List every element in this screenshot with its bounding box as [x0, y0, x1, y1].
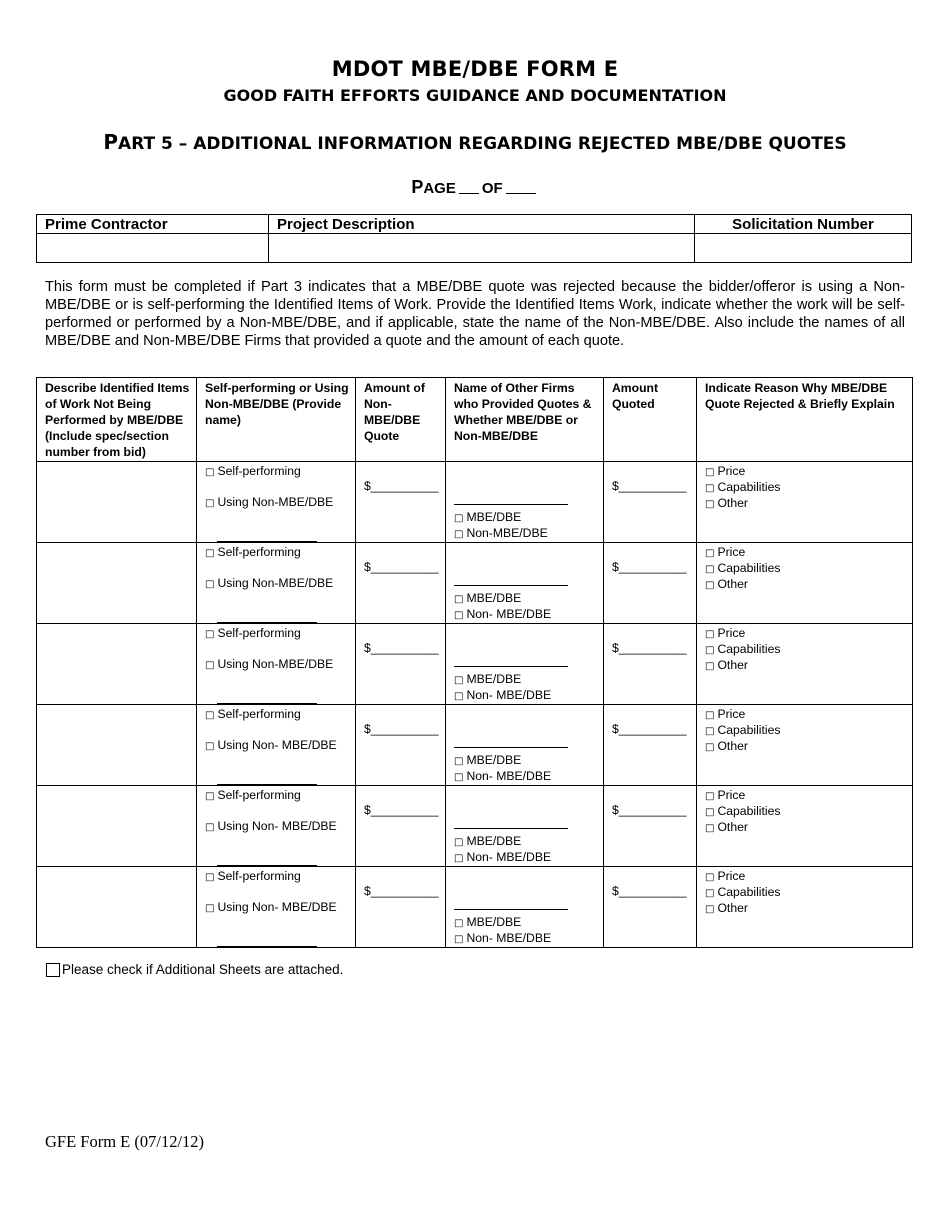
solicitation-number-field[interactable]	[695, 234, 912, 263]
solicitation-number-label: Solicitation Number	[695, 215, 912, 234]
self-performing-label: Self-performing	[217, 707, 301, 721]
amount-quoted-blank[interactable]: $__________	[612, 803, 687, 817]
other-firms-cell	[446, 624, 604, 705]
checkbox-icon[interactable]: □	[205, 872, 215, 883]
checkbox-icon[interactable]: □	[205, 498, 215, 509]
table-row	[37, 867, 913, 948]
table-row	[37, 543, 913, 624]
checkbox-icon[interactable]: □	[205, 710, 215, 721]
non-mbe-amount-cell[interactable]	[356, 543, 446, 624]
using-non-mbe-option[interactable]	[205, 738, 337, 752]
self-performing-option[interactable]	[205, 869, 301, 883]
additional-sheets-label: Please check if Additional Sheets are attached.	[62, 962, 344, 977]
self-performing-cell	[197, 543, 356, 624]
checkbox-icon[interactable]: □	[705, 661, 715, 672]
rejection-reason-cell	[697, 624, 913, 705]
checkbox-icon[interactable]: □	[454, 853, 464, 864]
reason-other-label: Other	[717, 496, 748, 510]
other-firms-cell	[446, 867, 604, 948]
checkbox-icon[interactable]: □	[705, 645, 715, 656]
checkbox-icon[interactable]: □	[705, 564, 715, 575]
reason-capabilities-label: Capabilities	[717, 804, 781, 818]
checkbox-icon[interactable]: □	[454, 594, 464, 605]
column-header-self-performing: Self-performing or Using Non-MBE/DBE (Provide name)	[197, 378, 356, 462]
page-number-line	[0, 177, 950, 198]
reason-capabilities-option[interactable]	[705, 642, 780, 656]
using-non-mbe-label: Using Non- MBE/DBE	[217, 900, 337, 914]
amount-quoted-blank[interactable]: $__________	[612, 560, 687, 574]
checkbox-icon[interactable]: □	[705, 742, 715, 753]
non-mbe-dbe-option[interactable]	[454, 850, 551, 864]
non-mbe-name-blank[interactable]	[217, 936, 317, 950]
item-description-cell[interactable]	[37, 705, 197, 786]
non-mbe-amount-blank[interactable]: $__________	[364, 722, 439, 736]
amount-quoted-cell[interactable]	[604, 786, 697, 867]
using-non-mbe-option[interactable]	[205, 900, 337, 914]
column-header-rejection-reason: Indicate Reason Why MBE/DBE Quote Rejected & Briefly Explain	[697, 378, 913, 462]
additional-sheets-line	[46, 962, 343, 977]
reason-price-option[interactable]	[705, 545, 745, 559]
amount-quoted-blank[interactable]: $__________	[612, 884, 687, 898]
non-mbe-dbe-option[interactable]	[454, 526, 548, 540]
checkbox-icon[interactable]: □	[705, 499, 715, 510]
reason-other-label: Other	[717, 901, 748, 915]
non-mbe-amount-blank[interactable]: $__________	[364, 803, 439, 817]
checkbox-icon[interactable]: □	[705, 726, 715, 737]
non-mbe-amount-blank[interactable]: $__________	[364, 884, 439, 898]
instructions-paragraph: This form must be completed if Part 3 indicates that a MBE/DBE quote was rejected because the bidder/offeror is using a Non-MBE/DBE or is self-performing the Identified Items of Work. Provide the Identified Items Work, indicate whether the work will be self-performed or performed by a Non-MBE/DBE, and if applicable, state the name of the Non-MBE/DBE. Also include the names of all MBE/DBE and Non-MBE/DBE Firms that provided a quote and the amount of each quote.	[45, 279, 905, 349]
reason-price-option[interactable]	[705, 464, 745, 478]
rejected-quotes-table	[36, 377, 913, 948]
contract-info-table	[36, 214, 912, 263]
non-mbe-dbe-option[interactable]	[454, 607, 551, 621]
checkbox-icon[interactable]: □	[454, 837, 464, 848]
checkbox-icon[interactable]: □	[454, 918, 464, 929]
reason-capabilities-option[interactable]	[705, 480, 780, 494]
page-number-blank[interactable]	[459, 179, 479, 194]
firm-name-blank[interactable]	[454, 737, 568, 751]
checkbox-icon[interactable]: □	[705, 823, 715, 834]
reason-other-label: Other	[717, 820, 748, 834]
amount-quoted-blank[interactable]: $__________	[612, 722, 687, 736]
non-mbe-dbe-option[interactable]	[454, 931, 551, 945]
reason-price-label: Price	[717, 788, 746, 802]
reason-price-option[interactable]	[705, 626, 745, 640]
non-mbe-amount-blank[interactable]: $__________	[364, 560, 439, 574]
mbe-dbe-option[interactable]	[454, 510, 521, 524]
non-mbe-dbe-option[interactable]	[454, 688, 551, 702]
checkbox-icon[interactable]: □	[454, 756, 464, 767]
project-description-field[interactable]	[269, 234, 695, 263]
self-performing-cell	[197, 462, 356, 543]
firm-name-blank[interactable]	[454, 899, 568, 913]
self-performing-option[interactable]	[205, 545, 301, 559]
column-header-amount-quoted: Amount Quoted	[604, 378, 697, 462]
non-mbe-dbe-label: Non- MBE/DBE	[466, 931, 552, 945]
column-header-non-mbe-amount: Amount of Non-MBE/DBE Quote	[356, 378, 446, 462]
reason-other-option[interactable]	[705, 658, 748, 672]
self-performing-option[interactable]	[205, 707, 301, 721]
amount-quoted-blank[interactable]: $__________	[612, 479, 687, 493]
mbe-dbe-label: MBE/DBE	[466, 672, 522, 686]
reason-capabilities-label: Capabilities	[717, 642, 781, 656]
checkbox-icon[interactable]: □	[705, 872, 715, 883]
reason-price-label: Price	[717, 464, 746, 478]
reason-price-label: Price	[717, 545, 746, 559]
other-firms-cell	[446, 462, 604, 543]
using-non-mbe-label: Using Non-MBE/DBE	[217, 576, 334, 590]
checkbox-icon[interactable]: □	[454, 934, 464, 945]
part-heading-initial: P	[103, 130, 119, 154]
reason-price-label: Price	[717, 869, 746, 883]
self-performing-option[interactable]	[205, 788, 301, 802]
mbe-dbe-label: MBE/DBE	[466, 591, 522, 605]
other-firms-cell	[446, 786, 604, 867]
non-mbe-amount-blank[interactable]: $__________	[364, 641, 439, 655]
other-firms-cell	[446, 705, 604, 786]
project-description-label: Project Description	[269, 215, 695, 234]
checkbox-icon[interactable]: □	[205, 741, 215, 752]
checkbox-icon[interactable]: □	[705, 629, 715, 640]
reason-other-option[interactable]	[705, 739, 748, 753]
firm-name-blank[interactable]	[454, 656, 568, 670]
reason-capabilities-option[interactable]	[705, 804, 780, 818]
table-row	[37, 462, 913, 543]
form-subtitle: GOOD FAITH EFFORTS GUIDANCE AND DOCUMENTATION	[223, 86, 727, 105]
checkbox-icon[interactable]: □	[705, 467, 715, 478]
item-description-cell[interactable]	[37, 462, 197, 543]
reason-capabilities-label: Capabilities	[717, 885, 781, 899]
self-performing-label: Self-performing	[217, 626, 301, 640]
checkbox-icon[interactable]: □	[454, 772, 464, 783]
form-title: MDOT MBE/DBE FORM E	[331, 57, 619, 81]
prime-contractor-label: Prime Contractor	[37, 215, 269, 234]
self-performing-option[interactable]	[205, 464, 301, 478]
self-performing-label: Self-performing	[217, 464, 301, 478]
reason-price-label: Price	[717, 707, 746, 721]
using-non-mbe-label: Using Non-MBE/DBE	[217, 657, 334, 671]
item-description-cell[interactable]	[37, 624, 197, 705]
using-non-mbe-label: Using Non- MBE/DBE	[217, 738, 337, 752]
checkbox-icon[interactable]: □	[205, 660, 215, 671]
reason-capabilities-option[interactable]	[705, 885, 780, 899]
mbe-dbe-label: MBE/DBE	[466, 915, 522, 929]
amount-quoted-cell[interactable]	[604, 624, 697, 705]
reason-other-option[interactable]	[705, 901, 748, 915]
amount-quoted-cell[interactable]	[604, 543, 697, 624]
self-performing-cell	[197, 786, 356, 867]
part-heading	[0, 130, 950, 154]
reason-other-label: Other	[717, 658, 748, 672]
self-performing-cell	[197, 867, 356, 948]
checkbox-icon[interactable]: □	[454, 529, 464, 540]
prime-contractor-field[interactable]	[37, 234, 269, 263]
reason-other-option[interactable]	[705, 820, 748, 834]
firm-name-blank[interactable]	[454, 575, 568, 589]
reason-price-option[interactable]	[705, 869, 745, 883]
reason-capabilities-label: Capabilities	[717, 723, 781, 737]
checkbox-icon[interactable]: □	[705, 904, 715, 915]
checkbox-icon[interactable]: □	[705, 710, 715, 721]
using-non-mbe-label: Using Non- MBE/DBE	[217, 819, 337, 833]
checkbox-icon[interactable]: □	[205, 467, 215, 478]
of-label: OF	[481, 180, 503, 197]
page-label-initial: P	[411, 177, 424, 197]
non-mbe-dbe-label: Non- MBE/DBE	[466, 607, 552, 621]
additional-sheets-checkbox[interactable]	[46, 963, 60, 977]
page-label-rest: AGE	[423, 180, 456, 197]
reason-capabilities-label: Capabilities	[717, 561, 781, 575]
rejection-reason-cell	[697, 705, 913, 786]
checkbox-icon[interactable]: □	[705, 791, 715, 802]
using-non-mbe-option[interactable]	[205, 819, 337, 833]
table-row	[37, 705, 913, 786]
reason-capabilities-option[interactable]	[705, 723, 780, 737]
checkbox-icon[interactable]: □	[705, 807, 715, 818]
using-non-mbe-option[interactable]	[205, 495, 333, 509]
checkbox-icon[interactable]: □	[205, 548, 215, 559]
non-mbe-dbe-label: Non- MBE/DBE	[466, 688, 552, 702]
checkbox-icon[interactable]: □	[205, 822, 215, 833]
non-mbe-amount-cell[interactable]	[356, 624, 446, 705]
table-row	[37, 786, 913, 867]
mbe-dbe-label: MBE/DBE	[466, 753, 522, 767]
rejection-reason-cell	[697, 543, 913, 624]
using-non-mbe-label: Using Non-MBE/DBE	[217, 495, 334, 509]
mbe-dbe-option[interactable]	[454, 591, 521, 605]
checkbox-icon[interactable]: □	[705, 888, 715, 899]
self-performing-label: Self-performing	[217, 788, 301, 802]
reason-other-option[interactable]	[705, 496, 748, 510]
self-performing-label: Self-performing	[217, 869, 301, 883]
mbe-dbe-label: MBE/DBE	[466, 510, 522, 524]
reason-other-label: Other	[717, 739, 748, 753]
mbe-dbe-option[interactable]	[454, 834, 521, 848]
using-non-mbe-option[interactable]	[205, 657, 333, 671]
non-mbe-dbe-label: Non-MBE/DBE	[466, 526, 548, 540]
self-performing-label: Self-performing	[217, 545, 301, 559]
checkbox-icon[interactable]: □	[205, 629, 215, 640]
form-footer: GFE Form E (07/12/12)	[45, 1132, 205, 1151]
self-performing-cell	[197, 705, 356, 786]
mbe-dbe-option[interactable]	[454, 753, 521, 767]
non-mbe-amount-cell[interactable]	[356, 786, 446, 867]
checkbox-icon[interactable]: □	[705, 483, 715, 494]
page-total-blank[interactable]	[506, 179, 536, 194]
amount-quoted-cell[interactable]	[604, 867, 697, 948]
item-description-cell[interactable]	[37, 786, 197, 867]
checkbox-icon[interactable]: □	[454, 610, 464, 621]
self-performing-option[interactable]	[205, 626, 301, 640]
reason-price-option[interactable]	[705, 788, 745, 802]
reason-price-label: Price	[717, 626, 746, 640]
reason-capabilities-label: Capabilities	[717, 480, 781, 494]
non-mbe-dbe-option[interactable]	[454, 769, 551, 783]
checkbox-icon[interactable]: □	[454, 675, 464, 686]
item-description-cell[interactable]	[37, 543, 197, 624]
rejection-reason-cell	[697, 462, 913, 543]
checkbox-icon[interactable]: □	[205, 903, 215, 914]
reason-other-option[interactable]	[705, 577, 748, 591]
mbe-dbe-option[interactable]	[454, 915, 521, 929]
rejection-reason-cell	[697, 867, 913, 948]
checkbox-icon[interactable]: □	[205, 579, 215, 590]
checkbox-icon[interactable]: □	[205, 791, 215, 802]
non-mbe-dbe-label: Non- MBE/DBE	[466, 850, 552, 864]
column-header-items: Describe Identified Items of Work Not Being Performed by MBE/DBE (Include spec/section number from bid)	[37, 378, 197, 462]
mbe-dbe-option[interactable]	[454, 672, 521, 686]
item-description-cell[interactable]	[37, 867, 197, 948]
checkbox-icon[interactable]: □	[454, 691, 464, 702]
amount-quoted-cell[interactable]	[604, 462, 697, 543]
mbe-dbe-label: MBE/DBE	[466, 834, 522, 848]
non-mbe-amount-cell[interactable]	[356, 705, 446, 786]
reason-other-label: Other	[717, 577, 748, 591]
checkbox-icon[interactable]: □	[705, 580, 715, 591]
reason-price-option[interactable]	[705, 707, 745, 721]
firm-name-blank[interactable]	[454, 494, 568, 508]
checkbox-icon[interactable]: □	[705, 548, 715, 559]
rejection-reason-cell	[697, 786, 913, 867]
firm-name-blank[interactable]	[454, 818, 568, 832]
reason-capabilities-option[interactable]	[705, 561, 780, 575]
amount-quoted-cell[interactable]	[604, 705, 697, 786]
checkbox-icon[interactable]: □	[454, 513, 464, 524]
table-row	[37, 624, 913, 705]
amount-quoted-blank[interactable]: $__________	[612, 641, 687, 655]
non-mbe-amount-cell[interactable]	[356, 462, 446, 543]
column-header-other-firms: Name of Other Firms who Provided Quotes & Whether MBE/DBE or Non-MBE/DBE	[446, 378, 604, 462]
part-heading-rest: ART 5 – ADDITIONAL INFORMATION REGARDING REJECTED MBE/DBE QUOTES	[118, 134, 847, 154]
using-non-mbe-option[interactable]	[205, 576, 333, 590]
self-performing-cell	[197, 624, 356, 705]
other-firms-cell	[446, 543, 604, 624]
non-mbe-amount-cell[interactable]	[356, 867, 446, 948]
non-mbe-dbe-label: Non- MBE/DBE	[466, 769, 552, 783]
non-mbe-amount-blank[interactable]: $__________	[364, 479, 439, 493]
